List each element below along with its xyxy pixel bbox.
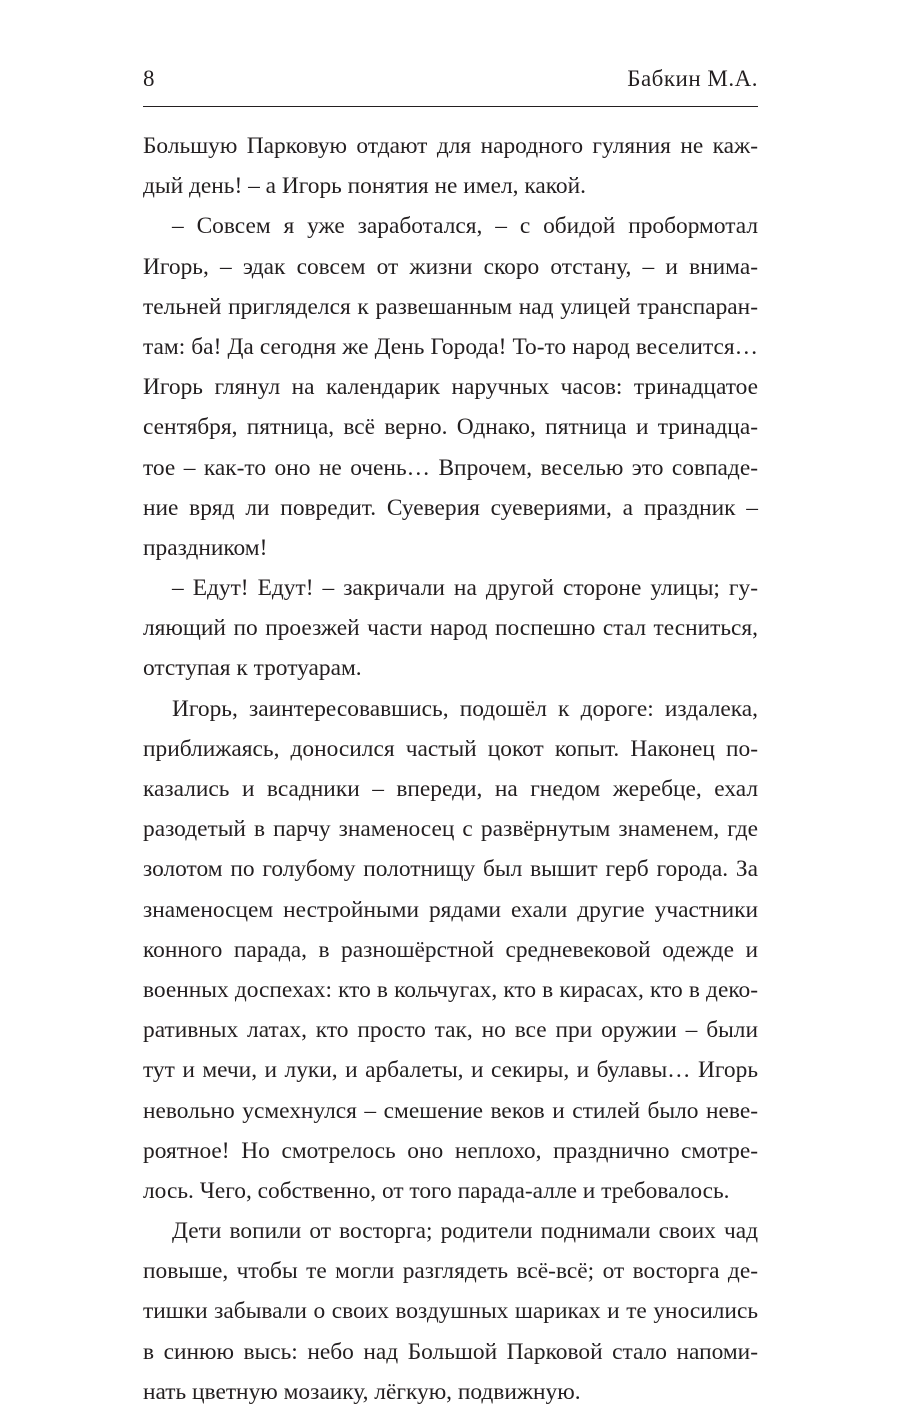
text-line: невольно усмехнулся – смешение веков и стилей было неве- (143, 1097, 758, 1124)
text-line: дый день! – а Игорь понятия не имел, какой. (143, 173, 586, 200)
text-line: роятное! Но смотрелось оно неплохо, празднично смотре- (143, 1137, 758, 1164)
text-line: золотом по голубому полотнищу был вышит герб города. За (143, 856, 758, 883)
text-line: Дети вопили от восторга; родители поднимали своих чад (172, 1218, 758, 1245)
text-line: – Едут! Едут! – закричали на другой стороне улицы; гу- (172, 575, 758, 602)
text-line: Игорь, заинтересовавшись, подошёл к дороге: издалека, (172, 695, 758, 722)
text-line: Игорь глянул на календарик наручных часов: тринадцатое (143, 374, 758, 401)
text-line: тельней пригляделся к развешанным над улицей транспаран- (143, 293, 758, 320)
text-line: Большую Парковую отдают для народного гуляния не каж- (143, 133, 758, 159)
text-line: ративных латах, кто просто так, но все при оружии – были (143, 1017, 758, 1044)
text-line: военных доспехах: кто в кольчугах, кто в кирасах, кто в деко- (143, 976, 758, 1003)
text-line: сентября, пятница, всё верно. Однако, пятница и тринадца- (143, 414, 758, 441)
text-line: приближаясь, доносился частый цокот копыт. Наконец по- (143, 735, 758, 762)
page-number: 8 (143, 66, 155, 91)
text-line: – Совсем я уже заработался, – с обидой пробормотал (172, 213, 758, 240)
header-rule (143, 106, 758, 107)
text-line: ляющий по проезжей части народ поспешно стал тесниться, (143, 615, 758, 642)
running-header (143, 66, 758, 102)
text-line: там: ба! Да сегодня же День Города! То-то народ веселится… (143, 333, 758, 360)
text-line: знаменосцем нестройными рядами ехали другие участники (143, 896, 758, 923)
author-name: Бабкин М.А. (627, 66, 758, 91)
body-text (143, 126, 758, 1412)
text-line: нать цветную мозаику, лёгкую, подвижную. (143, 1378, 581, 1405)
text-line: тишки забывали о своих воздушных шариках и те уносились (143, 1298, 758, 1325)
text-line: Игорь, – эдак совсем от жизни скоро отстану, – и внима- (143, 253, 758, 280)
text-line: разодетый в парчу знаменосец с развёрнутым знаменем, где (143, 816, 758, 843)
text-line: отступая к тротуарам. (143, 655, 362, 682)
text-line: ние вряд ли повредит. Суеверия суевериями, а праздник – (143, 494, 758, 521)
text-line: в синюю высь: небо над Большой Парковой стало напоми- (143, 1338, 758, 1365)
text-line: конного парада, в разношёрстной средневековой одежде и (143, 936, 758, 963)
text-line: праздником! (143, 534, 268, 561)
text-line: тут и мечи, и луки, и арбалеты, и секиры, и булавы… Игорь (143, 1057, 758, 1084)
text-line: лось. Чего, собственно, от того парада-алле и требовалось. (143, 1177, 730, 1204)
text-line: повыше, чтобы те могли разглядеть всё-всё; от восторга де- (143, 1258, 758, 1285)
text-line: тое – как-то оно не очень… Впрочем, веселью это совпаде- (143, 454, 758, 481)
text-line: казались и всадники – впереди, на гнедом жеребце, ехал (143, 776, 758, 802)
